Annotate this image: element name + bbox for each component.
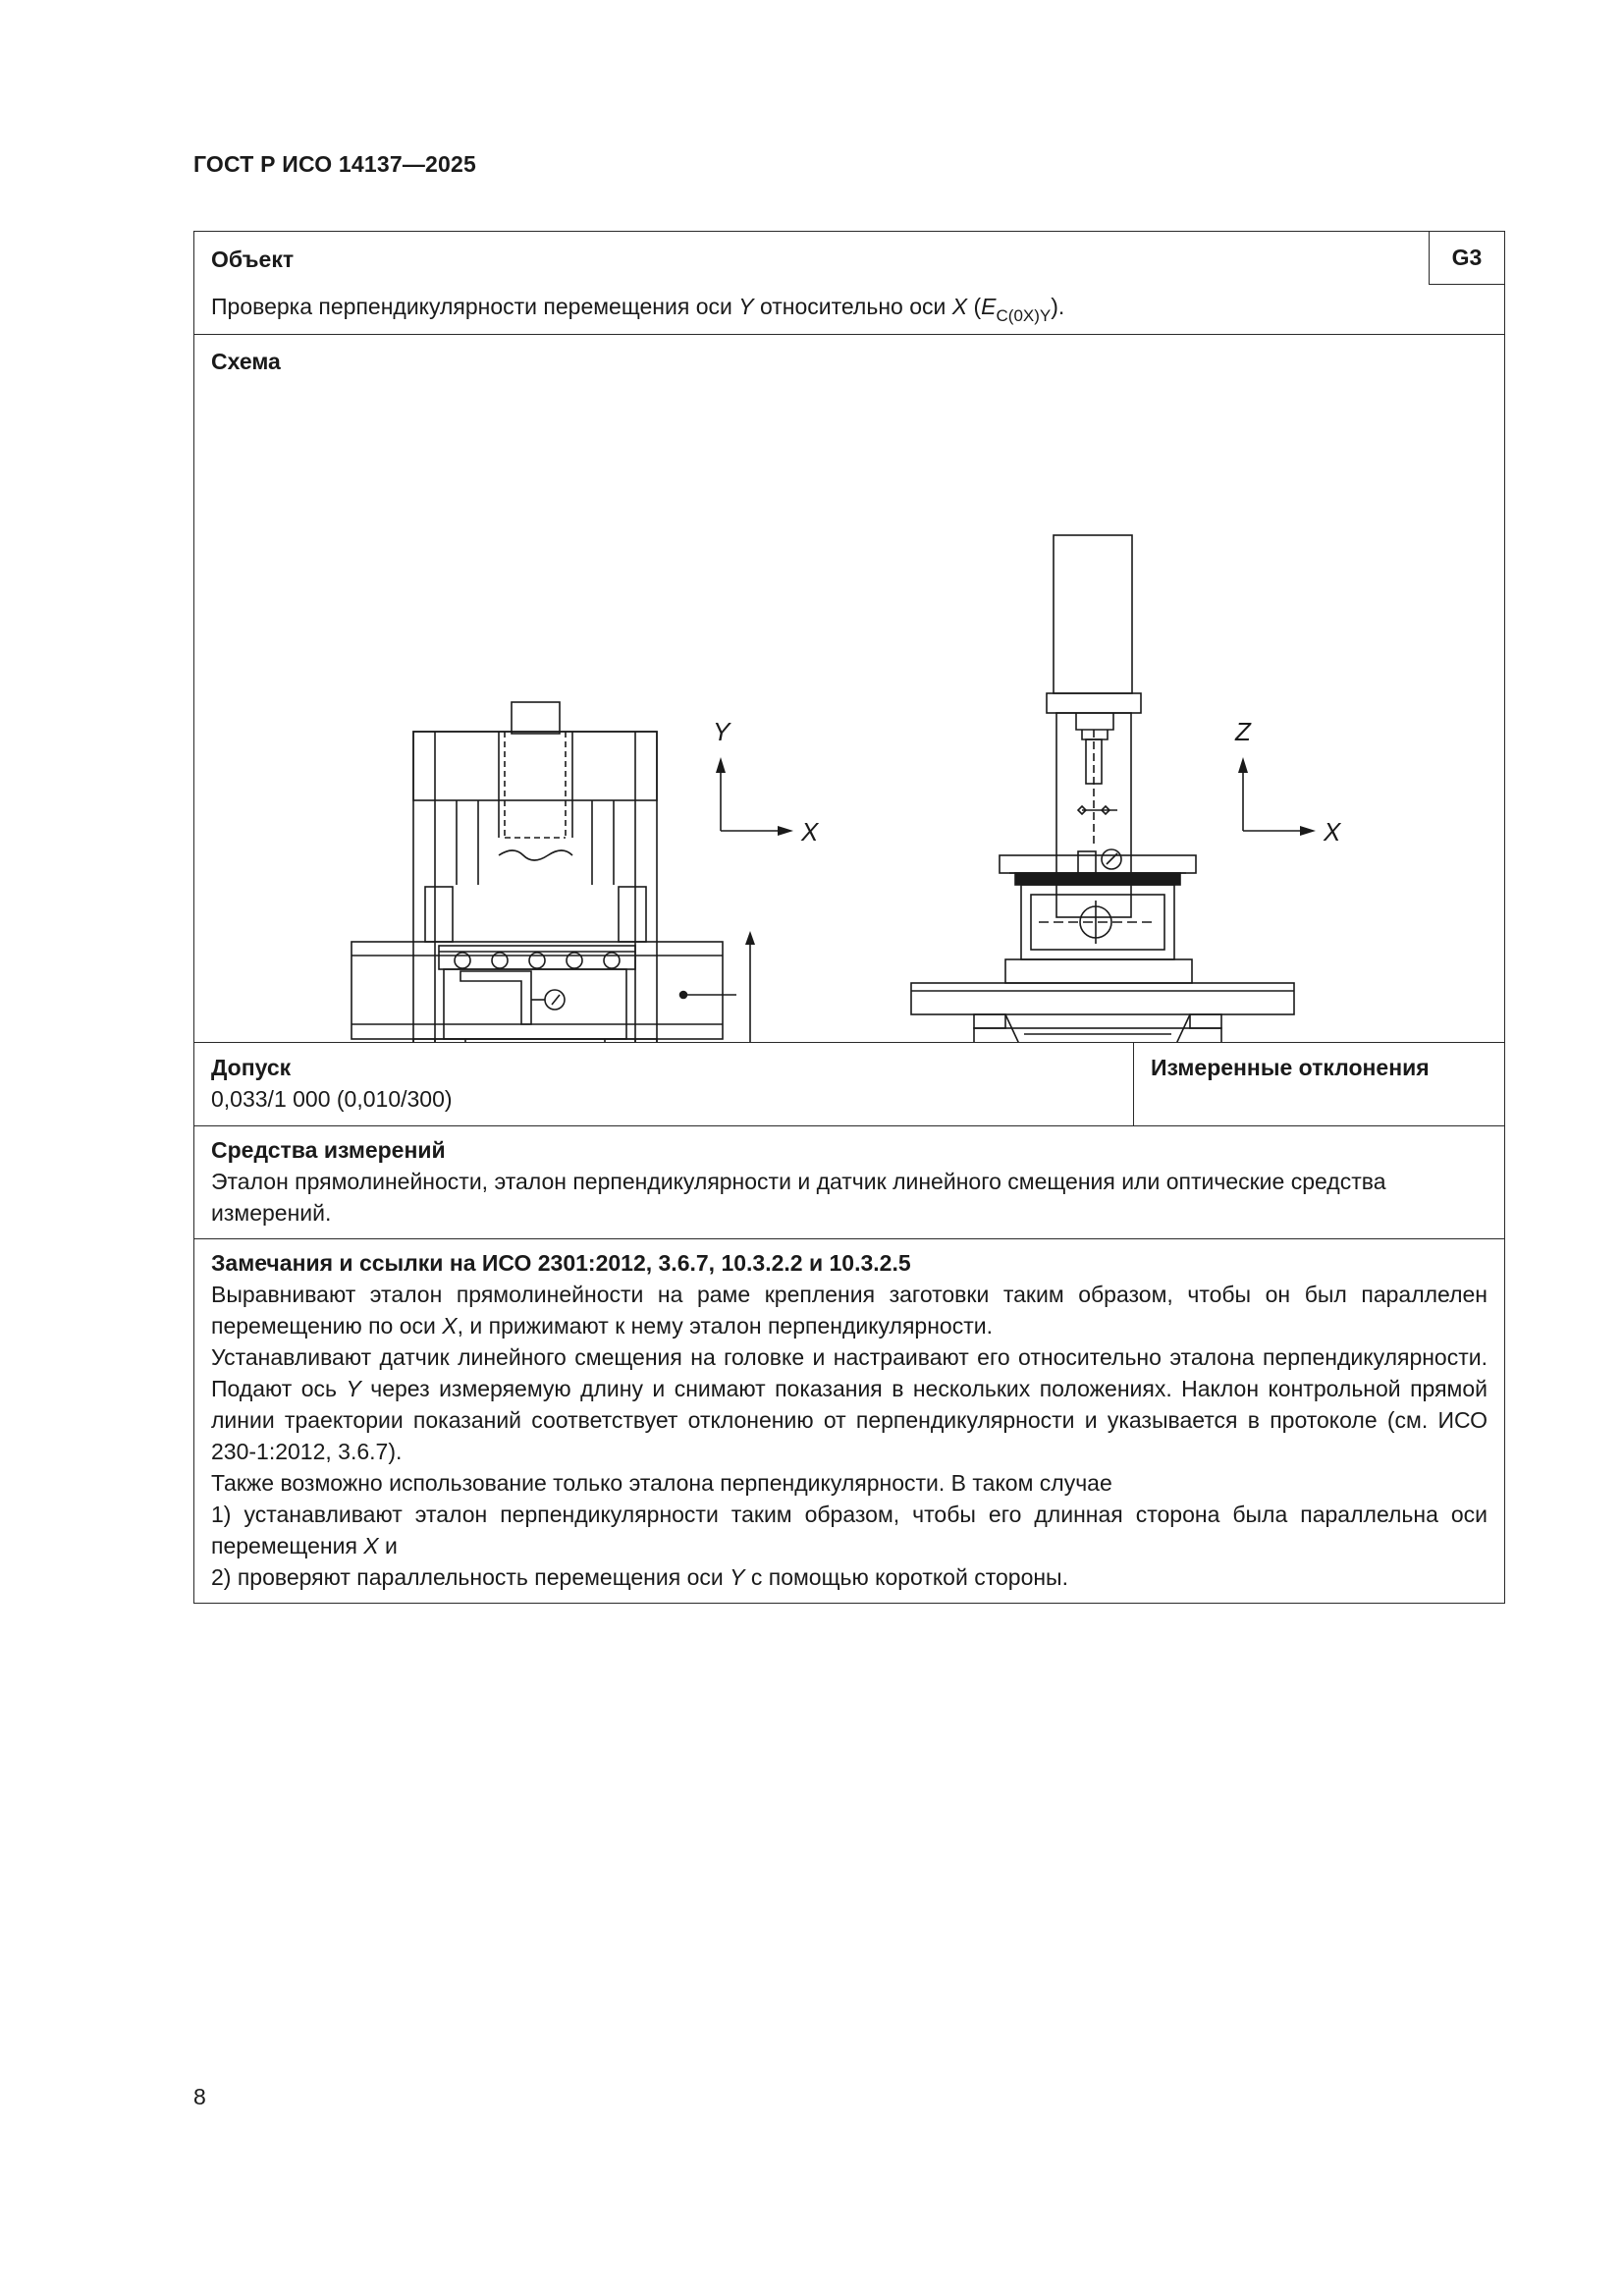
tolerance-cell xyxy=(194,1043,1134,1125)
remarks-text: с помощью короткой стороны. xyxy=(744,1564,1068,1590)
object-desc-part: Проверка перпендикулярности перемещения оси xyxy=(211,294,739,319)
object-symbol-subscript: C(0X)Y xyxy=(996,306,1052,325)
remarks-text: Устанавливают датчик линейного смещения на головке и настраивают его относительно эталона перпендикулярности. Подают ось xyxy=(211,1344,1488,1401)
remarks-paragraph: Также возможно использование только эталона перпендикулярности. В таком случае xyxy=(211,1470,1112,1496)
axis-label-y: Y xyxy=(713,717,730,746)
test-sheet-table xyxy=(193,231,1505,1604)
remarks-axis: X xyxy=(442,1313,458,1339)
side-view-drawing xyxy=(911,535,1294,1042)
object-title: Объект xyxy=(211,246,295,272)
scheme-title: Схема xyxy=(211,349,281,374)
instruments-row xyxy=(194,1125,1504,1238)
remarks-axis: X xyxy=(363,1533,379,1558)
tolerance-value: 0,033/1 000 (0,010/300) xyxy=(211,1086,453,1112)
axis-label-x-right: X xyxy=(1324,817,1341,847)
tolerance-row xyxy=(194,1042,1504,1125)
measured-deviations-cell xyxy=(1134,1043,1504,1125)
zx-axes xyxy=(1243,767,1302,831)
axis-label-x-left: X xyxy=(801,817,819,847)
object-row xyxy=(194,232,1504,334)
remarks-title: Замечания и ссылки на ИСО 2301:2012, 3.6.7, 10.3.2.2 и 10.3.2.5 xyxy=(211,1250,911,1276)
document-code-header: ГОСТ Р ИСО 14137—2025 xyxy=(193,151,477,177)
object-axis-x: X xyxy=(951,294,968,319)
object-description xyxy=(211,294,1064,326)
remarks-row xyxy=(194,1238,1504,1603)
remarks-paragraph xyxy=(211,1341,1488,1467)
axis-label-z: Z xyxy=(1235,717,1251,746)
remarks-text: 2) проверяют параллельность перемещения оси xyxy=(211,1564,730,1590)
remarks-text: 1) устанавливают эталон перпендикулярности таким образом, чтобы его длинная сторона была параллельна оси перемещения xyxy=(211,1502,1488,1558)
scheme-cell xyxy=(194,335,1504,1042)
front-view-drawing xyxy=(352,702,750,1042)
remarks-cell xyxy=(194,1239,1504,1603)
remarks-paragraph xyxy=(211,1499,1488,1561)
scheme-row xyxy=(194,334,1504,1042)
instruments-text: Эталон прямолинейности, эталон перпендикулярности и датчик линейного смещения или оптические средства измерений. xyxy=(211,1169,1386,1226)
remarks-paragraph xyxy=(211,1279,1488,1341)
object-cell xyxy=(194,232,1504,334)
object-desc-part: ). xyxy=(1051,294,1065,319)
object-axis-y: Y xyxy=(738,294,754,319)
remarks-text: и xyxy=(378,1533,398,1558)
instruments-title: Средства измерений xyxy=(211,1137,446,1163)
measured-deviations-title: Измеренные отклонения xyxy=(1151,1055,1430,1080)
remarks-paragraph xyxy=(211,1561,1488,1593)
test-code-badge xyxy=(1429,232,1504,285)
remarks-axis: Y xyxy=(346,1376,361,1401)
page-number: 8 xyxy=(193,2084,206,2109)
remarks-text: , и прижимают к нему эталон перпендикулярности. xyxy=(457,1313,993,1339)
object-symbol-e: E xyxy=(981,294,997,319)
test-code: G3 xyxy=(1451,245,1483,270)
remarks-axis: Y xyxy=(730,1564,745,1590)
xy-axes xyxy=(721,767,780,831)
tolerance-title: Допуск xyxy=(211,1055,292,1080)
instruments-cell xyxy=(194,1126,1504,1238)
object-desc-part: ( xyxy=(967,294,982,319)
object-desc-part: относительно оси xyxy=(753,294,952,319)
machine-scheme-drawing xyxy=(194,335,1503,1042)
remarks-text: через измеряемую длину и снимают показания в нескольких положениях. Наклон контрольной прямой линии траектории показаний соответствует отклонению от перпендикулярности и указывается в протоколе (см. ИСО 230-1:2012, 3.6.7). xyxy=(211,1376,1488,1464)
remarks-text: Выравнивают эталон прямолинейности на раме крепления заготовки таким образом, чтобы он был параллелен перемещению по оси xyxy=(211,1282,1488,1339)
